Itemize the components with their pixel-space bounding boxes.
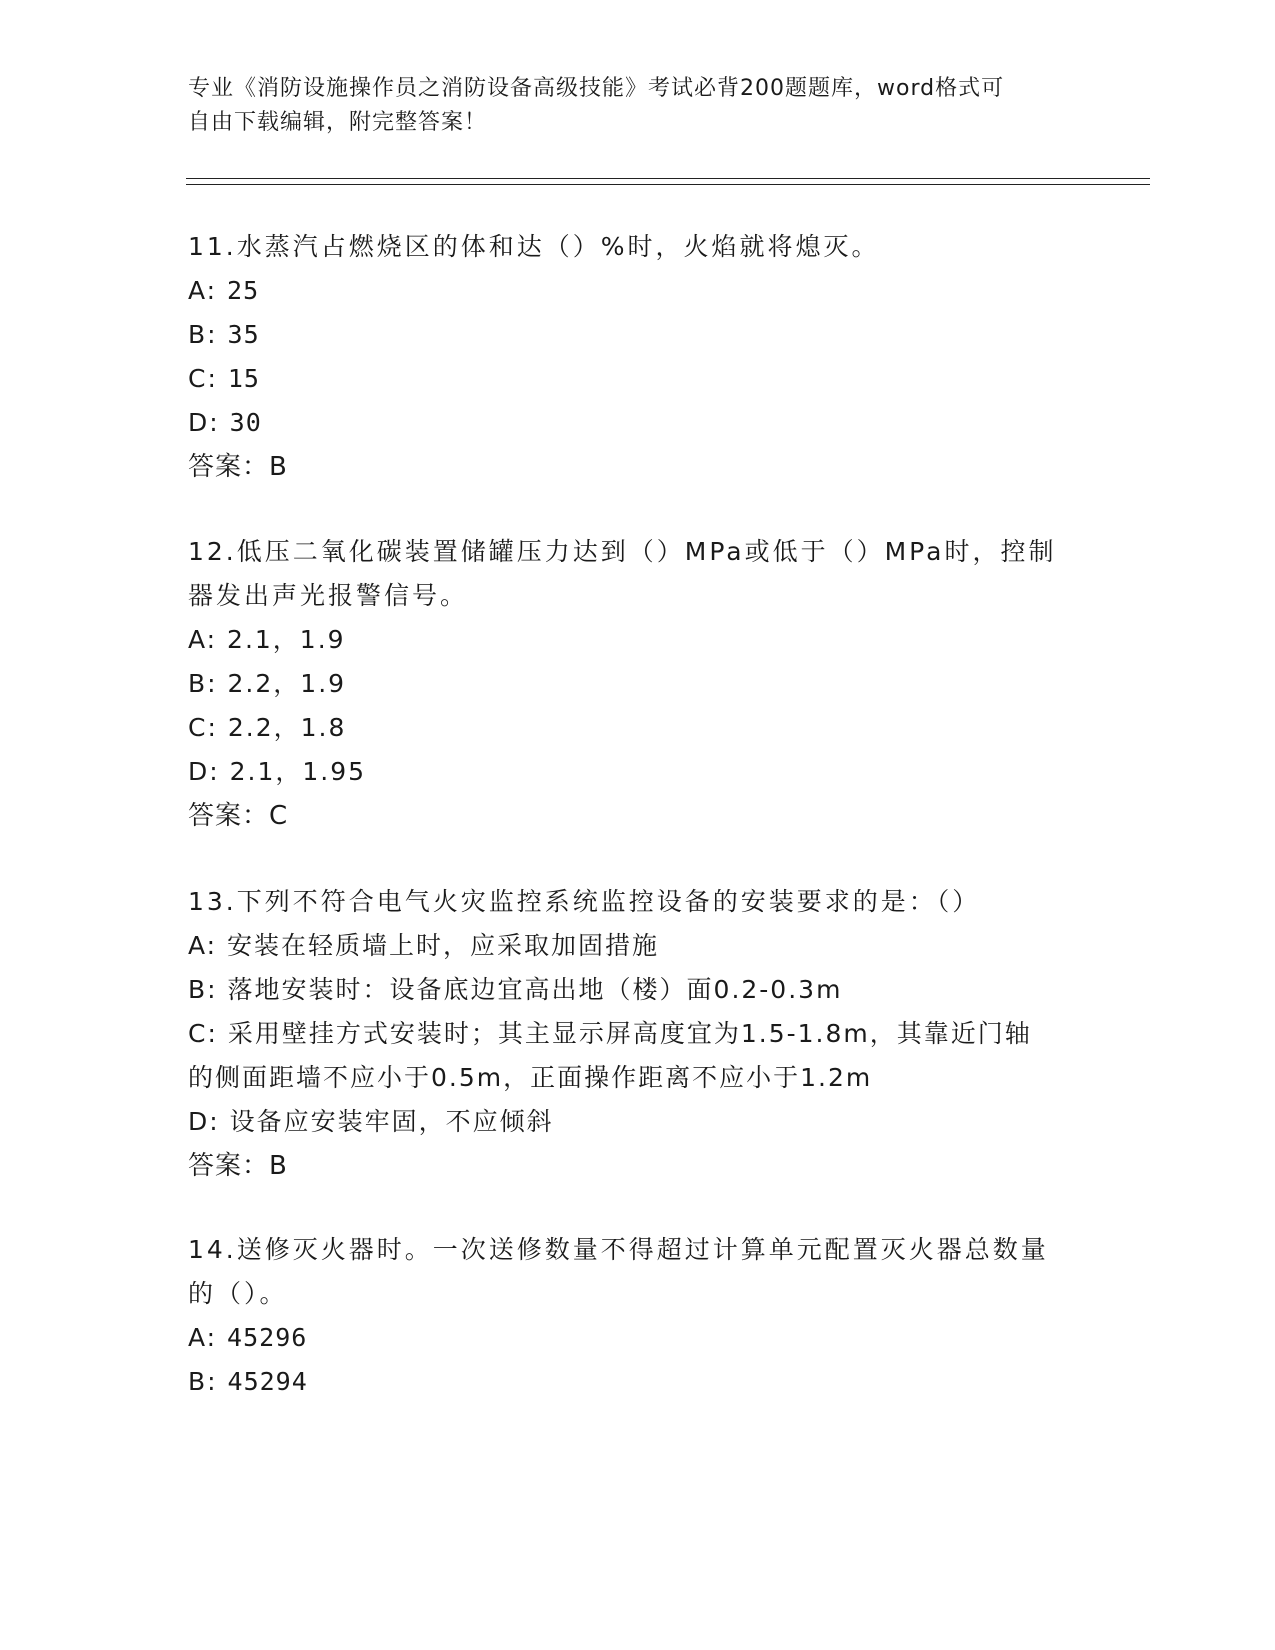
- option-a: A: 45296: [188, 1323, 308, 1352]
- option-a: A: 安装在轻质墙上时，应采取加固措施: [188, 931, 660, 960]
- header-line-2: 自由下载编辑，附完整答案！: [188, 110, 488, 135]
- question-stem-line-1: 14.送修灭火器时。一次送修数量不得超过计算单元配置灭火器总数量: [188, 1235, 1049, 1264]
- option-a: A: 25: [188, 276, 260, 305]
- header-line-1: 专业《消防设施操作员之消防设备高级技能》考试必背200题题库，word格式可: [188, 76, 1005, 101]
- question-12: [188, 530, 1188, 838]
- option-b: B: 45294: [188, 1367, 308, 1396]
- answer-line: 答案：B: [188, 1151, 288, 1181]
- option-b: B: 2.2，1.9: [188, 669, 347, 698]
- document-header: [188, 72, 1088, 140]
- question-14: [188, 1228, 1188, 1404]
- option-d: D: 30: [188, 408, 262, 437]
- option-c: C: 15: [188, 364, 260, 393]
- option-a: A: 2.1，1.9: [188, 625, 346, 654]
- option-c: C: 2.2，1.8: [188, 713, 347, 742]
- question-stem-line-2: 器发出声光报警信号。: [188, 581, 469, 610]
- answer-line: 答案：C: [188, 801, 289, 831]
- header-divider: [186, 178, 1150, 185]
- question-stem: 11.水蒸汽占燃烧区的体和达（）%时，火焰就将熄灭。: [188, 232, 880, 261]
- question-stem: 13.下列不符合电气火灾监控系统监控设备的安装要求的是：（）: [188, 887, 981, 916]
- option-c: C: 采用壁挂方式安装时；其主显示屏高度宜为1.5-1.8m，其靠近门轴: [188, 1019, 1032, 1048]
- question-stem-line-2: 的（）。: [188, 1279, 288, 1308]
- option-b: B: 落地安装时：设备底边宜高出地（楼）面0.2-0.3m: [188, 975, 843, 1004]
- option-b: B: 35: [188, 320, 260, 349]
- option-d: D: 设备应安装牢固，不应倾斜: [188, 1107, 554, 1136]
- question-11: [188, 225, 1188, 489]
- question-stem-line-1: 12.低压二氧化碳装置储罐压力达到（）MPa或低于（）MPa时，控制: [188, 537, 1057, 566]
- option-d: D: 2.1，1.95: [188, 757, 367, 786]
- question-13: [188, 880, 1188, 1188]
- answer-line: 答案：B: [188, 452, 288, 482]
- option-c-continued: 的侧面距墙不应小于0.5m，正面操作距离不应小于1.2m: [188, 1063, 873, 1092]
